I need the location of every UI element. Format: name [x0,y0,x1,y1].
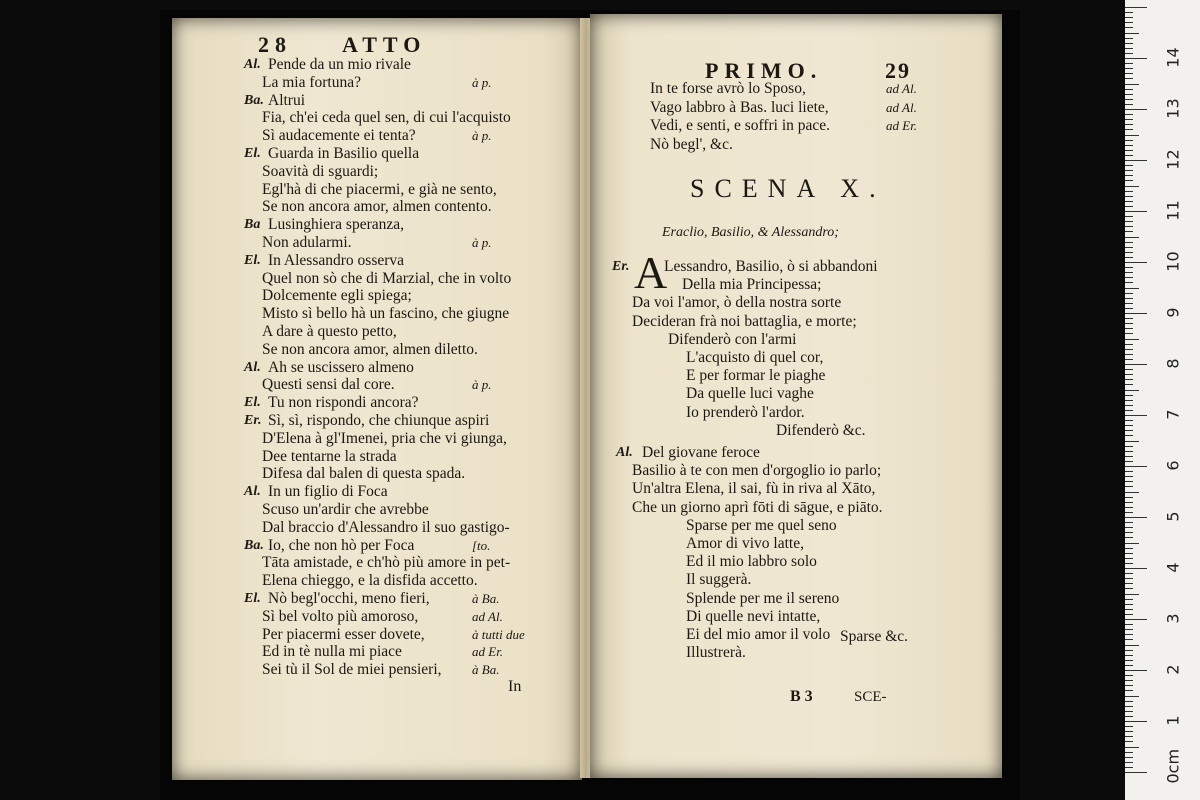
right-page-number: 29 [885,58,911,83]
ruler-tick [1125,604,1133,605]
ruler-tick [1125,680,1133,681]
ruler-tick [1125,594,1139,595]
ruler-tick [1125,226,1133,227]
ruler-tick [1125,645,1139,646]
ruler-tick [1125,288,1139,289]
verse-line: E per formar le piaghe [686,367,826,385]
ruler-tick [1125,655,1133,656]
ruler-tick [1125,78,1133,79]
verse-line: Sì audacemente ei tenta? [262,127,416,145]
ruler-tick [1125,685,1133,686]
ruler-tick [1125,420,1133,421]
stage-direction: [to. [472,537,491,553]
verse-line: Dee tentarne la strada [262,447,397,465]
ruler-tick [1125,109,1147,110]
ruler-tick [1125,762,1133,763]
ruler-tick [1125,186,1139,187]
ruler-tick [1125,517,1147,518]
verse-line: Altrui [268,91,306,109]
ruler-tick [1125,282,1133,283]
verse-line: D'Elena à gl'Imenei, pria che vi giunga, [262,429,507,447]
ruler-tick [1125,369,1133,370]
ruler-tick [1125,17,1133,18]
ruler-tick [1125,247,1133,248]
verse-line: L'acquisto di quel cor, [686,349,824,366]
ruler-tick [1125,629,1133,630]
ruler-tick [1125,410,1133,411]
ruler-tick [1125,476,1133,477]
ruler-number: 0cm [1163,748,1183,784]
ruler-tick [1125,451,1133,452]
verse-line: Vedi, e senti, e soffri in pace. [650,117,831,134]
ruler-tick [1125,400,1133,401]
ruler-tick [1125,461,1133,462]
ruler-tick [1125,415,1147,416]
verse-line: La mia fortuna? [262,73,361,91]
verse-line: Misto sì bello hà un fascino, che giugne [262,305,510,323]
ruler-tick [1125,731,1133,732]
verse-line: Elena chieggo, e la disfida accetto. [262,572,478,590]
ruler-tick [1125,701,1133,702]
scene-title: SCENA X. [690,174,886,203]
ruler-tick [1125,747,1139,748]
verse-line: Quel non sò che di Marzial, che in volto [262,269,512,287]
ruler-tick [1125,675,1133,676]
left-page [172,18,582,780]
ruler-tick [1125,191,1133,192]
left-page-number: 28 [258,32,292,57]
verse-line: Tu non rispondi ancora? [268,394,419,412]
ruler-tick [1125,94,1133,95]
verse-line: Soavità di sguardi; [262,162,379,180]
ruler-number: 9 [1163,307,1183,318]
stage-direction: ad Er. [472,644,504,660]
speaker-label: Al. [244,484,261,500]
ruler-tick [1125,155,1133,156]
ruler-tick [1125,140,1133,141]
verse-line: Se non ancora amor, almen diletto. [262,340,478,358]
ruler-tick [1125,48,1133,49]
verse-line: Che un giorno aprì fōti di sāgue, e piāto. [632,498,883,516]
verse-line: Nò begl', &c. [650,135,733,153]
ruler-tick [1125,242,1133,243]
speaker-label: El. [244,146,261,161]
speaker-label: Er. [244,413,262,428]
ruler-tick [1125,216,1133,217]
verse-line: Io, che non hò per Foca [268,536,415,554]
ruler-number: 7 [1163,409,1183,420]
ruler-tick [1125,84,1139,85]
verse-line: Vago labbro à Bas. luci liete, [650,98,829,116]
verse-line: Illustrerà. [686,644,746,662]
ruler-tick [1125,43,1133,44]
ruler-tick [1125,772,1147,773]
ruler-tick [1125,364,1147,365]
ruler-tick [1125,390,1139,391]
verse-line: Da quelle luci vaghe [686,385,814,403]
ruler-tick [1125,430,1133,431]
ruler-tick [1125,349,1133,350]
verse-line: Ah se uscissero almeno [268,358,414,376]
ruler-tick [1125,124,1133,125]
ruler-tick [1125,481,1133,482]
ruler-tick [1125,303,1133,304]
ruler-tick [1125,614,1133,615]
ruler-tick [1125,486,1133,487]
ruler-tick [1125,277,1133,278]
ruler-tick [1125,543,1139,544]
ruler-tick [1125,573,1133,574]
ruler-tick [1125,22,1133,23]
speaker-er: Er. [612,259,630,274]
verse-line: Lusinghiera speranza, [268,216,404,234]
speaker-label: Al. [244,57,261,72]
verse-line: Basilio à te con men d'orgoglio io parlo; [632,462,882,480]
ruler-tick [1125,456,1133,457]
ruler-tick [1125,522,1133,523]
ruler-tick [1125,563,1133,564]
verse-line: Dal braccio d'Alessandro il suo gastigo- [262,518,510,536]
verse-line: Io prenderò l'ardor. [686,403,805,421]
ruler-tick [1125,578,1133,579]
verse-line: Del giovane feroce [642,444,760,461]
ruler-tick [1125,435,1133,436]
ruler-tick [1125,252,1133,253]
verse-line: In Alessandro osserva [268,251,405,269]
ruler-tick [1125,12,1133,13]
ruler-tick [1125,89,1133,90]
ruler-number: 5 [1163,511,1183,522]
ruler-tick [1125,665,1133,666]
verse-line: In un figlio di Foca [268,483,388,501]
verse-line: Per piacermi esser dovete, [262,625,425,643]
verse-line: Pende da un mio rivale [268,56,411,73]
ruler-tick [1125,180,1133,181]
ruler-number: 8 [1163,358,1183,369]
ruler-tick [1125,170,1133,171]
ruler-tick [1125,726,1133,727]
verse-line: Il suggerà. [686,571,752,589]
verse-line: Decideran frà noi battaglia, e morte; [632,312,857,330]
stage-direction: ad Al. [886,99,917,115]
ruler-tick [1125,507,1133,508]
ruler-tick [1125,619,1147,620]
ruler-tick [1125,553,1133,554]
verse-line: Sparse &c. [840,628,909,645]
stage-direction: ad Al. [886,81,917,96]
ruler-number: 10 [1163,251,1183,272]
ruler-tick [1125,639,1133,640]
speaker-al: Al. [616,445,633,460]
ruler-tick [1125,384,1133,385]
ruler-tick [1125,344,1133,345]
ruler-tick [1125,471,1133,472]
ruler-tick [1125,293,1133,294]
ruler-tick [1125,446,1133,447]
ruler-tick [1125,150,1133,151]
ruler-tick [1125,721,1147,722]
ruler-number: 12 [1163,149,1183,170]
ruler-tick [1125,537,1133,538]
verse-line: Ed in tè nulla mi piace [262,643,402,661]
verse-line: Guarda in Basilio quella [268,145,420,162]
ruler-tick [1125,706,1133,707]
ruler-tick [1125,114,1133,115]
speaker-label: Al. [244,359,261,375]
speaker-label: Ba. [244,92,264,108]
speaker-label: El. [244,395,261,411]
ruler-number: 11 [1163,200,1183,221]
ruler-number: 3 [1163,613,1183,624]
ruler-tick [1125,328,1133,329]
ruler-tick [1125,441,1139,442]
verse-line: Sei tù il Sol de miei pensieri, [262,661,442,679]
ruler-tick [1125,231,1133,232]
verse-line: Sì bel volto più amoroso, [262,607,419,625]
verse-line: Sparse per me quel seno [686,516,837,534]
ruler-tick [1125,211,1147,212]
ruler-tick [1125,165,1133,166]
ruler-number: 13 [1163,98,1183,119]
stage-direction: à Ba. [472,662,500,678]
ruler-tick [1125,634,1133,635]
ruler-tick [1125,752,1133,753]
ruler-tick [1125,670,1147,671]
right-page [590,14,1002,778]
ruler-tick [1125,53,1133,54]
ruler-tick [1125,405,1133,406]
ruler-tick [1125,379,1133,380]
ruler-tick [1125,323,1133,324]
verse-line: Dolcemente egli spiega; [262,287,412,305]
ruler-tick [1125,558,1133,559]
ruler-tick [1125,237,1139,238]
verse-line: Un'altra Elena, il sai, fù in riva al Xāto, [632,480,876,498]
verse-line: Scuso un'ardir che avrebbe [262,501,429,518]
ruler-tick [1125,267,1133,268]
ruler-tick [1125,502,1133,503]
ruler-number: 1 [1163,715,1183,726]
ruler-tick [1125,104,1133,105]
ruler-tick [1125,68,1133,69]
ruler-tick [1125,308,1133,309]
verse-line: Di quelle nevi intatte, [686,607,821,625]
ruler-tick [1125,767,1133,768]
verse-line: Lessandro, Basilio, ò si abbandoni [664,258,878,275]
ruler-tick [1125,650,1133,651]
ruler-tick [1125,741,1133,742]
ruler-tick [1125,466,1147,467]
ruler-tick [1125,548,1133,549]
ruler-tick [1125,339,1139,340]
ruler-tick [1125,318,1133,319]
left-running-head: ATTO [342,32,427,57]
drop-cap: A [634,247,668,298]
ruler-tick [1125,333,1133,334]
ruler-tick [1125,609,1133,610]
ruler-tick [1125,374,1133,375]
ruler-number: 14 [1163,47,1183,68]
verse-line: Sì, sì, rispondo, che chiunque aspiri [268,412,490,429]
verse-line: Egl'hà di che piacermi, e già ne sento, [262,180,497,198]
ruler-number: 2 [1163,664,1183,675]
speaker-label: Ba [244,217,261,233]
ruler-tick [1125,119,1133,120]
stage-direction: à p. [472,128,492,144]
ruler-tick [1125,63,1133,64]
verse-line: Splende per me il sereno [686,589,840,607]
ruler-tick [1125,696,1139,697]
verse-line: Della mia Principessa; [682,276,822,294]
ruler-tick [1125,99,1133,100]
verse-line: In te forse avrò lo Sposo, [650,80,806,97]
ruler-tick [1125,497,1133,498]
ruler-tick [1125,716,1133,717]
ruler-tick [1125,206,1133,207]
ruler-tick [1125,272,1133,273]
ruler-tick [1125,568,1147,569]
ruler-tick [1125,145,1133,146]
ruler-tick [1125,196,1133,197]
ruler-tick [1125,757,1133,758]
ruler-tick [1125,532,1133,533]
stage-direction: à p. [472,74,492,90]
verse-line: Difesa dal balen di questa spada. [262,465,466,483]
ruler-tick [1125,512,1133,513]
ruler-tick [1125,257,1133,258]
ruler-tick [1125,58,1147,59]
stage-direction: à tutti due [472,626,525,642]
speaker-label: Ba. [244,537,264,553]
right-catchword: SCE- [854,689,887,705]
ruler-tick [1125,129,1133,130]
ruler-tick [1125,583,1133,584]
right-running-head: PRIMO. [705,58,823,83]
stage-direction: à Ba. [472,591,500,606]
ruler-tick [1125,175,1133,176]
verse-line: Amor di vivo latte, [686,535,804,552]
ruler-tick [1125,27,1133,28]
ruler-tick [1125,38,1133,39]
verse-line: Difenderò &c. [776,421,866,439]
verse-line: Tāta amistade, e ch'hò più amore in pet- [262,554,511,572]
ruler-tick [1125,492,1139,493]
ruler-tick [1125,262,1147,263]
verse-line: Ei del mio amor il volo [686,626,831,643]
stage-direction: ad Al. [472,608,503,624]
signature-mark: B 3 [790,688,813,705]
ruler-tick [1125,73,1133,74]
ruler-tick [1125,588,1133,589]
ruler-tick [1125,221,1133,222]
ruler-tick [1125,359,1133,360]
verse-line: Non adularmi. [262,234,352,251]
ruler-tick [1125,33,1139,34]
ruler-tick [1125,395,1133,396]
verse-line: Da voi l'amor, ò della nostra sorte [632,294,842,312]
ruler-tick [1125,425,1133,426]
verse-line: Difenderò con l'armi [668,330,797,348]
stage-direction: à p. [472,235,492,250]
ruler-tick [1125,313,1147,314]
ruler-tick [1125,354,1133,355]
scene-characters: Eraclio, Basilio, & Alessandro; [662,225,839,240]
ruler-tick [1125,201,1133,202]
speaker-label: El. [244,252,261,268]
verse-line: Nò begl'occhi, meno fieri, [268,590,430,607]
measurement-ruler [1125,0,1200,800]
speaker-label: El. [244,591,261,606]
ruler-tick [1125,298,1133,299]
ruler-tick [1125,624,1133,625]
left-catchword: In [508,678,522,695]
ruler-tick [1125,599,1133,600]
verse-line: Questi sensi dal core. [262,376,395,394]
verse-line: A dare à questo petto, [262,323,397,340]
stage-direction: ad Er. [886,118,918,133]
ruler-tick [1125,527,1133,528]
verse-line: Fia, ch'ei ceda quel sen, di cui l'acquisto [262,109,511,127]
ruler-tick [1125,736,1133,737]
ruler-tick [1125,660,1133,661]
ruler-tick [1125,690,1133,691]
ruler-tick [1125,160,1147,161]
ruler-number: 4 [1163,562,1183,573]
ruler-tick [1125,135,1139,136]
verse-line: Se non ancora amor, almen contento. [262,198,492,216]
stage-direction: à p. [472,377,492,393]
verse-line: Ed il mio labbro solo [686,553,817,571]
ruler-tick [1125,711,1133,712]
ruler-number: 6 [1163,460,1183,471]
ruler-tick [1125,7,1147,8]
